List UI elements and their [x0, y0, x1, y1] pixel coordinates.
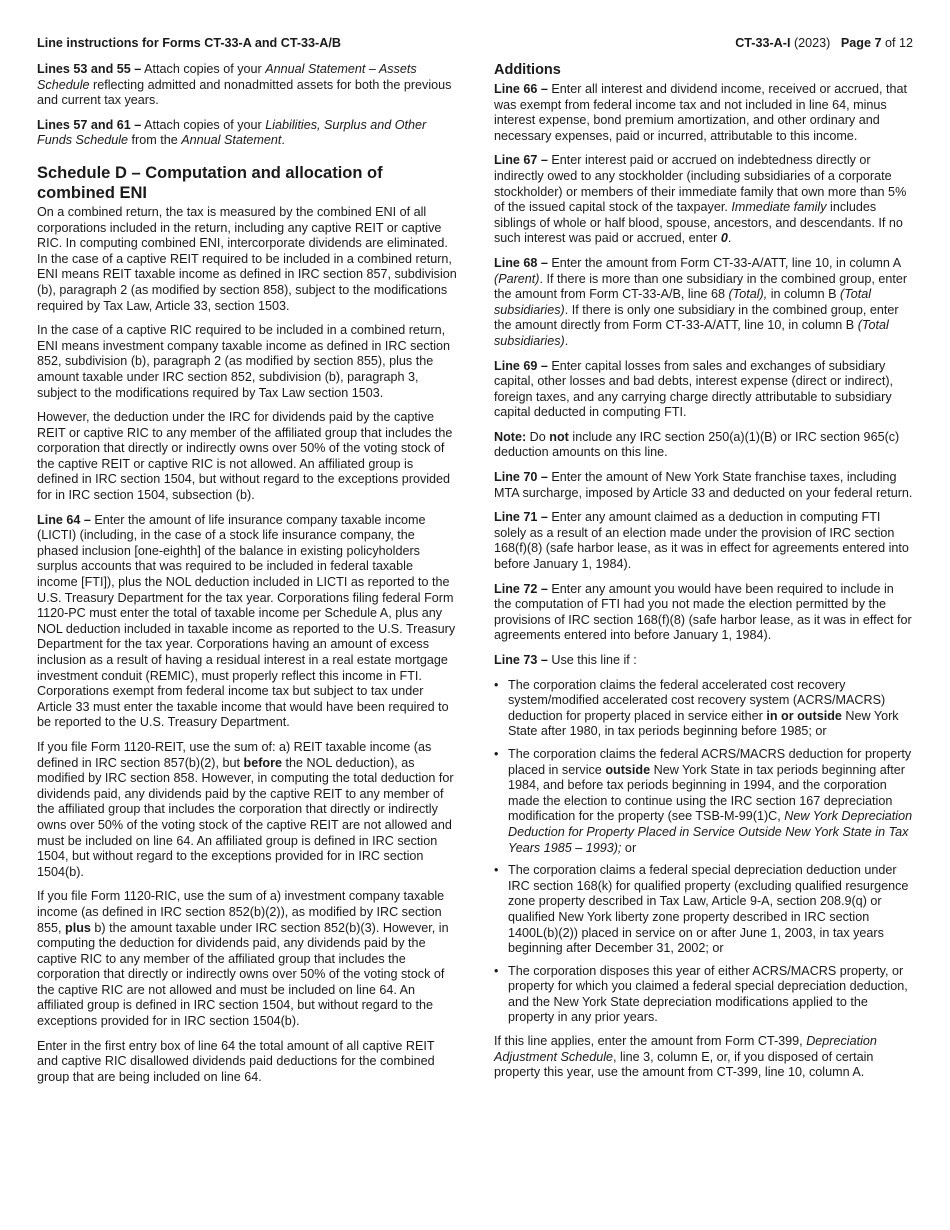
- line-64-paragraph: Line 64 – Enter the amount of life insurance company taxable income (LICTI) (including, in the case of a stock life insurance company, the phased inclusion [one-eighth] of the balance in existing policyholders surplus accounts that was required to be included in federal taxable income [FTI]), plus the NOL deduction included in LICTI as reported to the U.S. Treasury Department for the tax year. Corporations filing federal Form 1120-PC must enter the total of taxable income per Schedule A, plus any NOL deduction included in taxable income as reported to the U.S. Treasury Department for the tax year. Corporations having an amount of excess inclusion as a result of having a residual interest in a real estate mortgage investment conduit (REMIC), must properly reflect this income in FTI. Corporations exempt from federal income tax but subject to tax under Article 33 must enter the taxable income that would have been required to be reported to the U.S. Treasury Department.: [37, 512, 456, 730]
- form-1120-reit-paragraph: If you file Form 1120-REIT, use the sum of: a) REIT taxable income (as defined in IRC section 857(b)(2), but before the NOL deduction), as modified by IRC section 858. However, in computing the total deduction for dividends paid, any dividends paid by the captive REIT to any member of the affiliated group that includes the corporation that directly or indirectly owns over 50% of the voting stock of the captive REIT are not allowed and must be included on line 64. An affiliated group is defined in IRC section 1504, but without regard to the exceptions provided for in IRC section 1504(b).: [37, 739, 454, 879]
- right-column: [494, 62, 914, 1090]
- note-label: Note:: [494, 429, 527, 444]
- line-label: Line 68 –: [494, 255, 548, 270]
- line-label: Line 66 –: [494, 82, 548, 96]
- form-1120-ric-paragraph: If you file Form 1120-RIC, use the sum of a) investment company taxable income (as defined in IRC section 852(b)(2)), as modified by IRC section 855, plus b) the amount taxable under IRC section 852(b)(3). However, in computing the deduction for dividends paid, any dividends paid by the captive RIC to any member of the affiliated group that includes the corporation that directly or indirectly owns over 50% of the voting stock of the captive RIC are not allowed and must be included on line 64. An affiliated group is defined in IRC section 1504, but without regard to the exceptions provided for in IRC section 1504(b).: [37, 889, 449, 1029]
- page-number: Page 7: [840, 36, 882, 50]
- line-label: Line 64 –: [37, 512, 91, 527]
- line-73-conditions-list: [494, 678, 914, 1026]
- form-id: CT-33-A-I: [735, 36, 791, 50]
- line-label: Line 71 –: [494, 510, 548, 525]
- line-68-paragraph: Line 68 – Enter the amount from Form CT-33-A/ATT, line 10, in column A (Parent). If there is more than one subsidiary in the combined group, enter the amount from Form CT-33-A/B, line 68 (Total), in column B (Total subsidiaries). If there is only one subsidiary in the combined group, enter the amount directly from Form CT-33-A/ATT, line 10, in column B (Total subsidiaries).: [494, 255, 908, 348]
- combined-return-paragraph: On a combined return, the tax is measured by the combined ENI of all corporations included in the return, including any captive REIT or captive RIC. In computing combined ENI, intercorporate dividends are eliminated. In the case of a captive REIT required to be included in a combined return, ENI means REIT taxable income as defined in IRC section 857, subdivision (b), paragraph 2 (as modified by section 858), subject to the modifications required by Tax Law, Article 33, section 1503.: [37, 204, 457, 313]
- line-label: Line 67 –: [494, 153, 548, 168]
- note-paragraph: Note: Do not include any IRC section 250(a)(1)(B) or IRC section 965(c) deduction amounts on this line.: [494, 429, 900, 460]
- line-69-paragraph: Line 69 – Enter capital losses from sales and exchanges of subsidiary capital, other losses and bad debts, interest expense (direct or indirect), foreign taxes, and any carrying charge directly attributable to subsidiary capital deducted in computing FTI.: [494, 358, 894, 420]
- line-label: Lines 57 and 61 –: [37, 117, 142, 132]
- lines-57-61-paragraph: Lines 57 and 61 – Attach copies of your Liabilities, Surplus and Other Funds Schedule from the Annual Statement.: [37, 117, 427, 148]
- line-73-paragraph: Line 73 – Use this line if :: [494, 653, 637, 667]
- schedule-d-heading: Schedule D – Computation and allocation of combined ENI: [37, 163, 383, 202]
- list-item: • The corporation disposes this year of either ACRS/MACRS property, or property for which you claimed a federal special depreciation deduction, and the New York State depreciation modifications applied to the property in any prior years.: [494, 964, 914, 1026]
- captive-ric-paragraph: In the case of a captive RIC required to be included in a combined return, ENI means investment company taxable income as defined in IRC section 852, subdivision (b), paragraph 2 (as modified by section 855), plus the amount taxable under IRC section 852, subdivision (b), paragraph 3, subject to the modifications required by Tax Law section 1503.: [37, 323, 450, 400]
- line-label: Line 72 –: [494, 581, 548, 596]
- line-70-paragraph: Line 70 – Enter the amount of New York State franchise taxes, including MTA surcharge, imposed by Article 33 and deducted on your federal return.: [494, 470, 913, 500]
- line-66-paragraph: Line 66 – Enter all interest and dividend income, received or accrued, that was exempt from federal income tax and not included in line 64, minus interest expense, bond premium amortization, and other ordinary and necessary expenses, paid or incurred, attributable to this income.: [494, 82, 908, 143]
- line-72-paragraph: Line 72 – Enter any amount you would have been required to include in the computation of FTI had you not made the election permitted by the provisions of IRC section 168(f)(8) (safe harbor lease, as it was in effect for agreements entered into before January 1, 1984).: [494, 581, 912, 643]
- list-item: • The corporation claims the federal ACRS/MACRS deduction for property placed in service outside New York State in tax periods beginning after 1984, and before tax periods beginning in 1994, and the corporation made the election to continue using the IRC section 167 depreciation modification for the property (see TSB-M-99(1)C, New York Depreciation Deduction for Property Placed in Service Outside New York State in Tax Years 1985 – 1993); or: [494, 747, 914, 856]
- line-label: Lines 53 and 55 –: [37, 62, 142, 76]
- line-71-paragraph: Line 71 – Enter any amount claimed as a deduction in computing FTI solely as a result of an election made under the provision of IRC section 168(f)(8) (safe harbor lease, as it was in effect for agreements entered into before January 1, 1984).: [494, 510, 909, 572]
- line-73-final-paragraph: If this line applies, enter the amount from Form CT-399, Depreciation Adjustment Schedule, line 3, column E, or, if you disposed of certain property this year, use the amount from CT-399, line 10, column A.: [494, 1034, 877, 1080]
- lines-53-55-paragraph: Lines 53 and 55 – Attach copies of your Annual Statement – Assets Schedule reflecting admitted and nonadmitted assets for both the previous and current tax years.: [37, 62, 452, 108]
- line-label: Line 70 –: [494, 470, 548, 485]
- left-column: [37, 62, 457, 1094]
- additions-heading: Additions: [494, 62, 561, 78]
- line-label: Line 69 –: [494, 358, 548, 373]
- page-header: [37, 36, 913, 54]
- dividend-deduction-paragraph: However, the deduction under the IRC for dividends paid by the captive REIT or captive RIC to any member of the affiliated group that includes the corporation that directly or indirectly owns over 50% of the voting stock of the captive REIT or captive RIC is not allowed. An affiliated group is defined in IRC section 1504, but without regard to the exceptions provided for in IRC section 1504, subsection (b).: [37, 410, 453, 503]
- line-67-paragraph: Line 67 – Enter interest paid or accrued on indebtedness directly or indirectly owed to any stockholder (including subsidiaries of a corporate stockholder) or members of their immediate family that own more than 5% of the issued capital stock of the taxpayer. Immediate family includes siblings of whole or half blood, spouse, ancestors, and descendants. If no such interest was paid or accrued, enter 0.: [494, 153, 907, 246]
- page-total: of 12: [884, 36, 913, 50]
- list-item: • The corporation claims a federal special depreciation deduction under IRC section 168(k) for qualified property (excluding qualified resurgence zone property described in Tax Law, Article 9-A, section 208.9(q) or qualified New York liberty zone property described in IRC section 1400L(b)(2)) placed in service on or after June 1, 2003, in tax years beginning after December 31, 2002; or: [494, 863, 914, 957]
- list-item: • The corporation claims the federal accelerated cost recovery system/modified accelerated cost recovery system (ACRS/MACRS) deduction for property placed in service either in or outside New York State after 1980, in tax periods beginning before 1985; or: [494, 678, 914, 740]
- line-64-entry-paragraph: Enter in the first entry box of line 64 the total amount of all captive REIT and captive RIC disallowed dividends paid deductions for the combined group that are being included on line 64.: [37, 1038, 435, 1084]
- line-label: Line 73 –: [494, 653, 548, 667]
- header-title: Line instructions for Forms CT-33-A and CT-33-A/B: [37, 36, 341, 50]
- header-page-info: [735, 36, 913, 50]
- form-year: (2023): [793, 36, 831, 50]
